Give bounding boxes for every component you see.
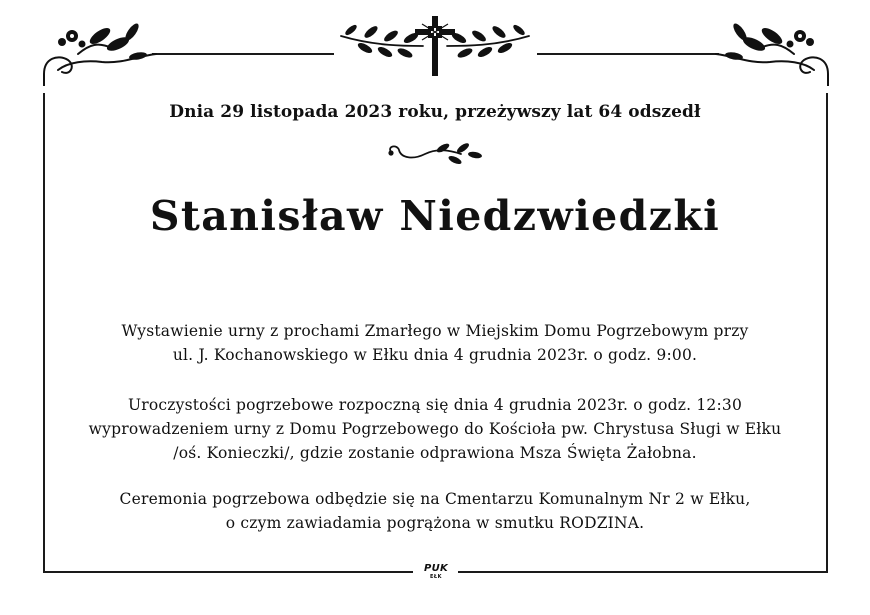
frame-top-right-line: [537, 53, 719, 55]
frame-left-line: [43, 93, 45, 572]
leafy-swirl-icon: [383, 140, 488, 168]
paragraph-line: Uroczystości pogrzebowe rozpoczną się dnia 4 grudnia 2023r. o godz. 12:30: [127, 396, 743, 414]
logo-main-text: PUK: [423, 563, 449, 574]
paragraph-line: /oś. Konieczki/, gdzie zostanie odprawiona Msza Święta Żałobna.: [173, 444, 697, 462]
death-date-header: Dnia 29 listopada 2023 roku, przeżywszy lat 64 odszedł: [169, 102, 701, 122]
urn-viewing-paragraph: [55, 319, 815, 367]
paragraph-line: wyprowadzeniem urny z Domu Pogrzebowego do Kościoła pw. Chrystusa Sługi w Ełku: [88, 420, 782, 438]
frame-bottom-left-line: [43, 571, 413, 573]
logo-sub-text: EŁK: [429, 574, 442, 580]
frame-top-left-line: [152, 53, 334, 55]
funeral-ceremony-paragraph: [55, 393, 815, 465]
paragraph-line: ul. J. Kochanowskiego w Ełku dnia 4 grudnia 2023r. o godz. 9:00.: [172, 346, 698, 364]
frame-right-line: [826, 93, 828, 572]
paragraph-line: Ceremonia pogrzebowa odbędzie się na Cmentarzu Komunalnym Nr 2 w Ełku,: [119, 490, 751, 508]
cross-with-laurel-icon: [335, 12, 535, 80]
paragraph-line: Wystawienie urny z prochami Zmarłego w Miejskim Domu Pogrzebowym przy: [121, 322, 749, 340]
floral-swirl-icon: [712, 14, 834, 86]
puk-logo: [414, 563, 458, 580]
frame-bottom-right-line: [458, 571, 828, 573]
paragraph-line: o czym zawiadamia pogrążona w smutku RODZINA.: [225, 514, 645, 532]
burial-paragraph: [55, 487, 815, 535]
floral-swirl-icon: [38, 14, 160, 86]
deceased-name: Stanisław Niedzwiedzki: [149, 192, 721, 240]
